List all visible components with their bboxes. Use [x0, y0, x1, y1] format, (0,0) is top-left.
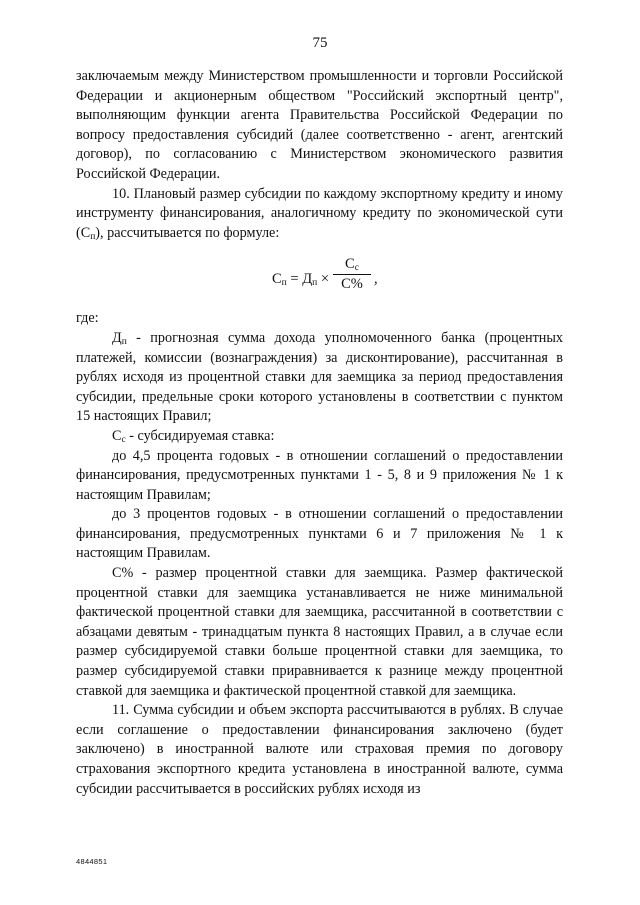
- definition-dp-subscript: п: [121, 336, 127, 347]
- formula-c: С: [272, 271, 282, 288]
- formula-d-subscript: п: [312, 278, 318, 289]
- definition-cpct: С% - размер процентной ставки для заемщика. Размер фактической процентной ставки для заемщика устанавливается не ниже минимальной фактической процентной ставки для заемщика, рассчитанной в соответствии с абзацами девятым - тринадцатым пункта 8 настоящих Правил, а в случае если размер субсидируемой ставки больше процентной ставки для заемщика, то размер субсидируемой ставки приравнивается к разнице между процентной ставкой для заемщика и фактической процентной ставкой для заемщика.: [76, 565, 563, 699]
- formula-comma: ,: [374, 271, 378, 288]
- definition-cc-item-2: до 3 процентов годовых - в отношении соглашений о предоставлении финансирования, предусмотренных пунктами 6 и 7 приложения № 1 к настоящим Правилам.: [76, 506, 563, 562]
- subsidy-formula: [76, 251, 563, 307]
- page-number: 75: [312, 35, 328, 51]
- definition-cc: [76, 427, 563, 447]
- formula-numerator-subscript: с: [354, 263, 359, 274]
- paragraph-10-text: 10. Плановый размер субсидии по каждому экспортному кредиту и иному инструменту финансирования, аналогичному кредиту по экономической сути (С: [76, 185, 563, 241]
- where-label: где:: [76, 310, 99, 327]
- formula-fraction: [333, 256, 371, 293]
- fraction-bar: [333, 274, 371, 275]
- paragraph-10-subscript: п: [90, 231, 96, 242]
- paragraph-10-end: ), рассчитывается по формуле:: [95, 224, 280, 241]
- definition-cc-text: - субсидируемая ставка:: [125, 427, 275, 444]
- formula-denominator: С%: [341, 276, 363, 293]
- paragraph-10: [76, 185, 563, 244]
- formula-c-subscript: п: [281, 278, 287, 289]
- definition-dp: [76, 329, 563, 427]
- definition-dp-term: Д: [112, 329, 122, 346]
- document-body: [76, 67, 563, 799]
- paragraph-11: 11. Сумма субсидии и объем экспорта рассчитываются в рублях. В случае если соглашение о предоставлении финансирования заключено (будет заключено) в иностранной валюте или страховая премия по договору страхования экспортного кредита установлена в иностранной валюте, сумма субсидии рассчитывается в российских рублях исходя из: [76, 702, 563, 797]
- definition-cc-item-1: до 4,5 процента годовых - в отношении соглашений о предоставлении финансирования, предусмотренных пунктами 1 - 5, 8 и 9 приложения № 1 к настоящим Правилам;: [76, 447, 563, 503]
- formula-left-side: [272, 270, 329, 290]
- formula-times: ×: [317, 271, 330, 288]
- definition-cc-subscript: с: [121, 434, 126, 445]
- document-code: 4844851: [76, 857, 108, 866]
- definition-dp-text: - прогнозная сумма дохода уполномоченного банка (процентных платежей, комиссии (вознаграждения) за дисконтирование), рассчитанная в рублях исходя из процентной ставки для заемщика за период предоставления субсидии, предельные сроки которого установлены в соответствии с пунктом 15 настоящих Правил;: [76, 329, 563, 425]
- formula-numerator: [333, 256, 371, 273]
- definition-cc-term: С: [112, 427, 122, 444]
- formula-numerator-c: С: [345, 256, 355, 273]
- formula-d: Д: [302, 271, 313, 288]
- formula-equals: =: [286, 271, 303, 288]
- paragraph-agent-contract: заключаемым между Министерством промышленности и торговли Российской Федерации и акционерным обществом "Российский экспортный центр", выполняющим функции агента Правительства Российской Федерации по вопросу предоставления субсидий (далее соответственно - агент, агентский договор), по согласованию с Министерством экономического развития Российской Федерации.: [76, 68, 563, 182]
